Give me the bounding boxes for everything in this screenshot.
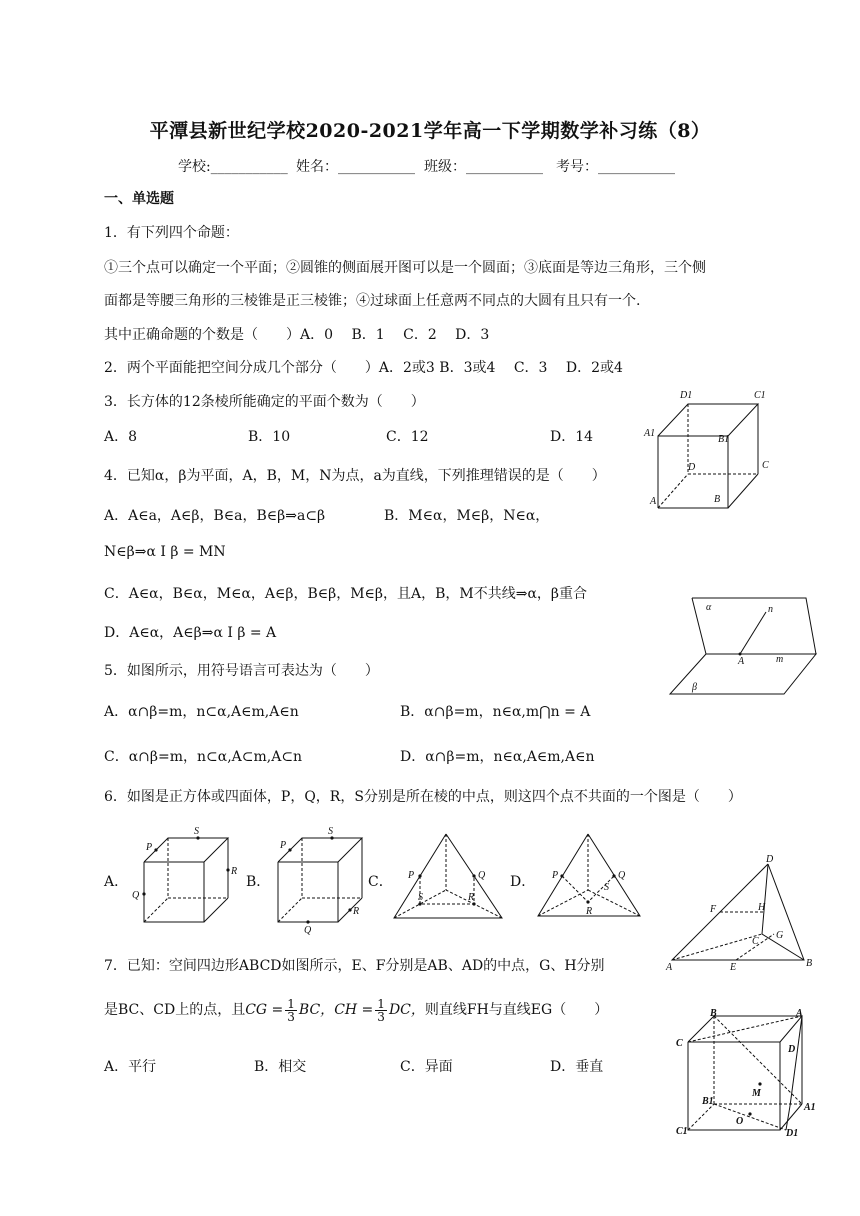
q6-tetra-c-figure: [390, 830, 510, 926]
q4-option-d: D．A∈α，A∈β⇒α I β = A: [104, 625, 277, 641]
q3-option-d: D．14: [550, 429, 594, 445]
q7-tetrahedron-figure: [664, 854, 820, 974]
q7-pre: 是BC、CD上的点，且: [104, 1002, 246, 1018]
label-a1: A1: [804, 1102, 816, 1113]
bc-expr: BC，: [298, 1002, 335, 1018]
label-m: M: [752, 1088, 761, 1099]
cube-diagonal-figure: [674, 1006, 824, 1140]
label-d: D: [788, 1044, 796, 1055]
label-r: R: [586, 906, 593, 917]
label-q: Q: [618, 870, 626, 881]
label-e: E: [730, 962, 737, 973]
cuboid-figure: [640, 386, 770, 510]
name-field: 姓名：___________: [296, 159, 415, 175]
q2-line: 2．两个平面能把空间分成几个部分（ ）A．2或3 B．3或4 C．3 D．2或4: [104, 360, 623, 376]
label-b1: B1: [718, 434, 730, 445]
label-beta: β: [692, 682, 697, 693]
label-b: B: [806, 958, 813, 969]
exam-number-field: 考号：___________: [556, 159, 675, 175]
fraction-one-third-2: $\frac{1}{3}$: [377, 996, 385, 1024]
label-b: B: [710, 1008, 717, 1019]
label-d: D: [766, 854, 774, 865]
q6-cube-a-figure: [126, 826, 238, 926]
page-title: 平潭县新世纪学校2020-2021学年高一下学期数学补习练（8）: [149, 120, 711, 142]
label-c1: C1: [754, 390, 766, 401]
q1-line2: 面都是等腰三角形的三棱锥是正三棱锥；④过球面上任意两不同点的大圆有且只有一个.: [104, 293, 641, 309]
q3-stem: 3．长方体的12条棱所能确定的平面个数为（ ）: [104, 394, 425, 410]
label-s: S: [604, 882, 609, 893]
label-a1: A1: [644, 428, 656, 439]
fraction-one-third: $\frac{1}{3}$: [287, 996, 295, 1024]
cg-expr: CG =: [245, 1002, 284, 1018]
label-s: S: [418, 892, 423, 903]
label-p: P: [552, 870, 559, 881]
label-n: n: [768, 604, 773, 615]
label-q: Q: [304, 925, 312, 936]
label-point-a: A: [738, 656, 745, 667]
q7-option-a: A．平行: [104, 1059, 157, 1075]
q6-option-c: C．: [368, 874, 393, 890]
label-f: F: [710, 904, 717, 915]
q6-option-a: A．: [104, 874, 129, 890]
label-a: A: [666, 962, 673, 973]
label-m: m: [776, 654, 784, 665]
label-d: D: [688, 462, 696, 473]
q3-option-b: B．10: [248, 429, 291, 445]
q6-stem: 6．如图是正方体或四面体，P，Q，R，S分别是所在棱的中点，则这四个点不共面的一个图是（ ）: [104, 789, 742, 805]
q1-line1: ①三个点可以确定一个平面；②圆锥的侧面展开图可以是一个圆面；③底面是等边三角形，三个侧: [104, 260, 706, 276]
label-c: C: [676, 1038, 683, 1049]
label-g: G: [776, 930, 784, 941]
label-r: R: [353, 906, 360, 917]
q1-options: 其中正确命题的个数是（ ）A．0 B．1 C．2 D．3: [104, 327, 490, 343]
label-a: A: [650, 496, 657, 507]
q5-stem: 5．如图所示，用符号语言可表达为（ ）: [104, 663, 379, 679]
school-field: 学校:___________: [178, 159, 288, 175]
q5-option-c: C．α∩β=m，n⊂α,A⊂m,A⊂n: [104, 749, 303, 765]
q1-stem: 1．有下列四个命题：: [104, 225, 239, 241]
q7-option-b: B．相交: [254, 1059, 307, 1075]
q3-option-a: A．8: [104, 429, 138, 445]
q6-option-d: D．: [510, 874, 536, 890]
label-alpha: α: [706, 602, 712, 613]
q4-option-c: C．A∈α，B∈α，M∈α，A∈β，B∈β，M∈β，且A，B，M不共线⇒α，β重合: [104, 586, 588, 602]
label-b: B: [714, 494, 721, 505]
label-c: C: [762, 460, 769, 471]
q6-option-b: B．: [246, 874, 271, 890]
label-o: O: [736, 1116, 744, 1127]
q5-option-d: D．α∩β=m，n∈α,A∈m,A∈n: [400, 749, 595, 765]
label-c: C: [752, 936, 759, 947]
label-d1: D1: [786, 1128, 799, 1139]
label-r: R: [231, 866, 238, 877]
ch-expr: CH =: [334, 1002, 374, 1018]
section-heading: 一、单选题: [104, 191, 174, 207]
label-d1: D1: [680, 390, 693, 401]
label-s: S: [194, 826, 199, 837]
label-c1: C1: [676, 1126, 688, 1137]
q7-post: 则直线FH与直线EG（ ）: [424, 1002, 609, 1018]
label-a: A: [796, 1008, 803, 1019]
q5-option-a: A．α∩β=m，n⊂α,A∈m,A∈n: [104, 704, 299, 720]
q5-option-b: B．α∩β=m，n∈α,m⋂n = A: [400, 704, 591, 720]
q4-option-a: A．A∈a，A∈β，B∈a，B∈β⇒a⊂β: [104, 508, 326, 524]
intersecting-planes-figure: [666, 590, 826, 700]
q7-line2: [104, 995, 608, 1025]
label-h: H: [758, 902, 766, 913]
label-b1: B1: [702, 1096, 714, 1107]
label-s: S: [328, 826, 333, 837]
q7-option-c: C．异面: [400, 1059, 453, 1075]
q4-option-b-cont: N∈β⇒α I β = MN: [104, 544, 226, 560]
q7-option-d: D．垂直: [550, 1059, 604, 1075]
q3-option-c: C．12: [386, 429, 429, 445]
q6-cube-b-figure: [264, 826, 374, 936]
label-r: R: [468, 892, 475, 903]
q7-line1: 7．已知：空间四边形ABCD如图所示，E、F分别是AB、AD的中点，G、H分别: [104, 958, 605, 974]
label-p: P: [408, 870, 415, 881]
class-field: 班级：___________: [424, 159, 543, 175]
label-p: P: [280, 840, 287, 851]
label-p: P: [146, 842, 153, 853]
label-q: Q: [478, 870, 486, 881]
dc-expr: DC，: [388, 1002, 425, 1018]
q6-tetra-d-figure: [534, 830, 644, 924]
label-q: Q: [132, 890, 140, 901]
q4-stem: 4．已知α，β为平面，A，B，M，N为点，a为直线，下列推理错误的是（ ）: [104, 468, 606, 484]
q4-option-b: B．M∈α，M∈β，N∈α，: [384, 508, 550, 524]
